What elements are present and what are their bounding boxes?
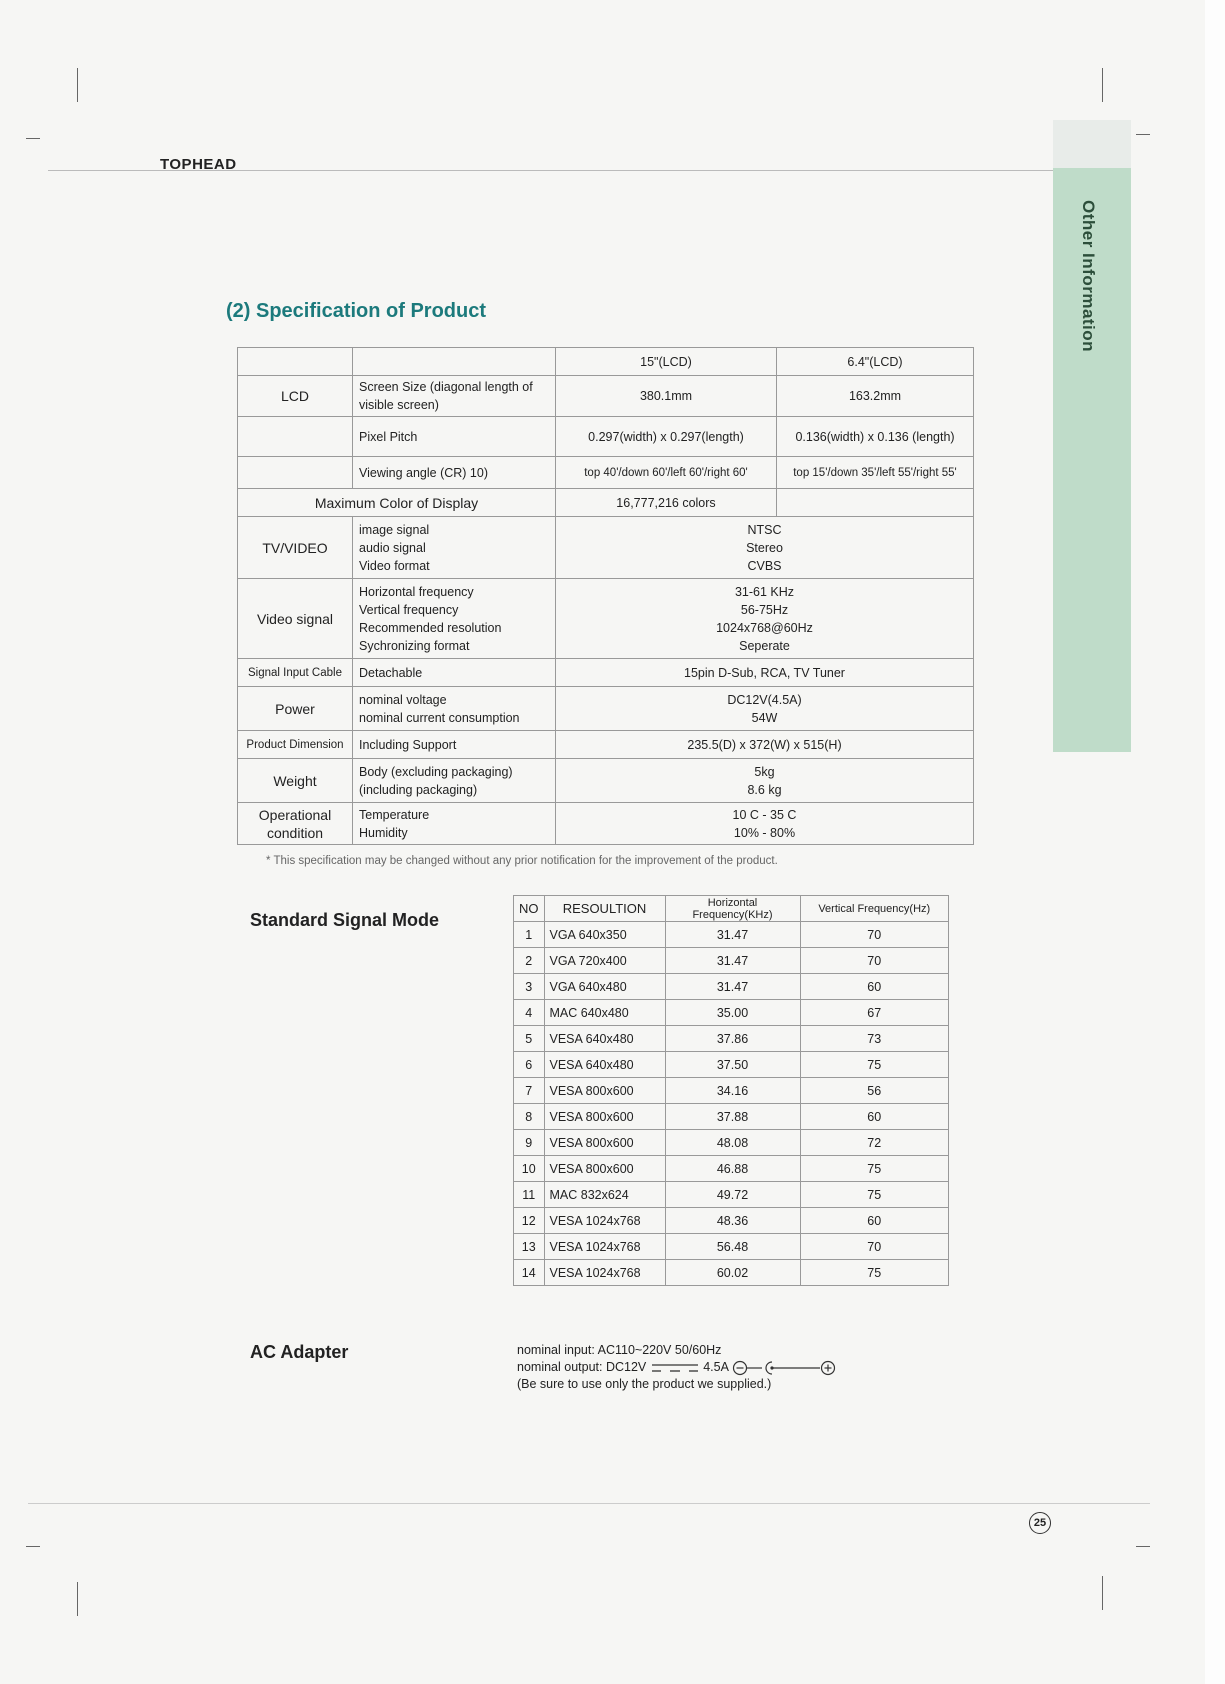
crop-mark bbox=[26, 138, 40, 139]
signal-horizontal: 31.47 bbox=[665, 974, 800, 1000]
signal-no: 14 bbox=[514, 1260, 545, 1286]
spec-value-line: CVBS bbox=[747, 558, 782, 573]
spec-item bbox=[353, 579, 556, 659]
table-row bbox=[514, 922, 949, 948]
spec-col-15: 15"(LCD) bbox=[556, 348, 777, 376]
spec-item-line: Temperature bbox=[359, 807, 430, 822]
signal-table-body bbox=[514, 922, 949, 1286]
spec-item-line: Video format bbox=[359, 558, 430, 573]
signal-vertical: 60 bbox=[800, 1208, 949, 1234]
spec-col-64: 6.4"(LCD) bbox=[777, 348, 974, 376]
spec-item bbox=[353, 687, 556, 731]
signal-horizontal: 37.50 bbox=[665, 1052, 800, 1078]
spec-item-line: nominal voltage bbox=[359, 692, 447, 707]
spec-value bbox=[556, 687, 974, 731]
spec-item-line: Recommended resolution bbox=[359, 620, 502, 635]
table-row bbox=[514, 1234, 949, 1260]
spec-label: LCD bbox=[238, 376, 353, 417]
crop-mark bbox=[77, 1582, 78, 1616]
spec-value: 235.5(D) x 372(W) x 515(H) bbox=[556, 731, 974, 759]
signal-vertical: 72 bbox=[800, 1130, 949, 1156]
spec-value-line: NTSC bbox=[747, 522, 782, 537]
signal-horizontal: 48.08 bbox=[665, 1130, 800, 1156]
ac-note: (Be sure to use only the product we supplied.) bbox=[517, 1377, 772, 1391]
ac-output-prefix: nominal output: DC12V bbox=[517, 1360, 647, 1374]
spec-row-cable bbox=[238, 659, 974, 687]
crop-mark bbox=[1102, 1576, 1103, 1610]
spec-item bbox=[353, 803, 556, 845]
spec-value: 16,777,216 colors bbox=[556, 489, 777, 517]
spec-value-line: 8.6 kg bbox=[747, 782, 782, 797]
signal-horizontal: 49.72 bbox=[665, 1182, 800, 1208]
spec-note: * This specification may be changed without any prior notification for the improvement of the product. bbox=[266, 855, 778, 867]
spec-label: Product Dimension bbox=[238, 731, 353, 759]
signal-header-no: NO bbox=[514, 896, 545, 922]
table-row bbox=[514, 1000, 949, 1026]
spec-cell bbox=[238, 348, 353, 376]
signal-vertical: 73 bbox=[800, 1026, 949, 1052]
spec-value-line: 5kg bbox=[754, 764, 775, 779]
signal-horizontal: 60.02 bbox=[665, 1260, 800, 1286]
spec-row-dimension bbox=[238, 731, 974, 759]
signal-horizontal: 56.48 bbox=[665, 1234, 800, 1260]
signal-no: 11 bbox=[514, 1182, 545, 1208]
signal-no: 1 bbox=[514, 922, 545, 948]
spec-row-video bbox=[238, 579, 974, 659]
crop-mark bbox=[1102, 68, 1103, 102]
signal-resolution: VGA 640x350 bbox=[544, 922, 665, 948]
table-row bbox=[514, 948, 949, 974]
signal-horizontal: 34.16 bbox=[665, 1078, 800, 1104]
spec-value-line: Stereo bbox=[746, 540, 783, 555]
signal-vertical: 70 bbox=[800, 948, 949, 974]
spec-value: 163.2mm bbox=[777, 376, 974, 417]
table-row bbox=[514, 1052, 949, 1078]
signal-header-resolution: RESOULTION bbox=[544, 896, 665, 922]
spec-value: top 40'/down 60'/left 60'/right 60' bbox=[556, 457, 777, 489]
spec-value: 15pin D-Sub, RCA, TV Tuner bbox=[556, 659, 974, 687]
ac-adapter-info bbox=[517, 1342, 838, 1393]
side-tab-label: Other Information bbox=[1079, 200, 1098, 353]
signal-horizontal: 46.88 bbox=[665, 1156, 800, 1182]
signal-resolution: MAC 832x624 bbox=[544, 1182, 665, 1208]
signal-resolution: VESA 800x600 bbox=[544, 1078, 665, 1104]
ac-input: nominal input: AC110~220V 50/60Hz bbox=[517, 1343, 722, 1357]
signal-resolution: VGA 640x480 bbox=[544, 974, 665, 1000]
page-number: 25 bbox=[1029, 1512, 1051, 1534]
signal-no: 10 bbox=[514, 1156, 545, 1182]
signal-no: 12 bbox=[514, 1208, 545, 1234]
spec-item-line: Sychronizing format bbox=[359, 638, 470, 653]
signal-mode-table bbox=[513, 895, 949, 1286]
signal-resolution: VESA 800x600 bbox=[544, 1104, 665, 1130]
signal-no: 8 bbox=[514, 1104, 545, 1130]
dc-symbol-icon bbox=[650, 1362, 700, 1374]
signal-no: 6 bbox=[514, 1052, 545, 1078]
spec-value bbox=[556, 579, 974, 659]
spec-value bbox=[556, 803, 974, 845]
signal-no: 13 bbox=[514, 1234, 545, 1260]
spec-item: Pixel Pitch bbox=[353, 417, 556, 457]
signal-resolution: VGA 720x400 bbox=[544, 948, 665, 974]
spec-item bbox=[353, 759, 556, 803]
signal-resolution: VESA 1024x768 bbox=[544, 1234, 665, 1260]
signal-no: 2 bbox=[514, 948, 545, 974]
spec-row-tv bbox=[238, 517, 974, 579]
signal-resolution: VESA 1024x768 bbox=[544, 1208, 665, 1234]
table-row bbox=[514, 974, 949, 1000]
signal-header-horizontal: Horizontal Frequency(KHz) bbox=[665, 896, 800, 922]
signal-vertical: 70 bbox=[800, 1234, 949, 1260]
signal-horizontal: 35.00 bbox=[665, 1000, 800, 1026]
spec-item: Viewing angle (CR) 10) bbox=[353, 457, 556, 489]
spec-row-pixel bbox=[238, 417, 974, 457]
spec-item-line: Horizontal frequency bbox=[359, 584, 474, 599]
table-row bbox=[514, 1026, 949, 1052]
signal-header-vertical: Vertical Frequency(Hz) bbox=[800, 896, 949, 922]
spec-row-weight bbox=[238, 759, 974, 803]
spec-header-row bbox=[238, 348, 974, 376]
spec-item-line: (including packaging) bbox=[359, 782, 478, 797]
page-edge bbox=[1205, 0, 1225, 1684]
spec-cell bbox=[353, 348, 556, 376]
signal-horizontal: 48.36 bbox=[665, 1208, 800, 1234]
crop-mark bbox=[1136, 1546, 1150, 1547]
ac-output bbox=[517, 1359, 838, 1376]
signal-vertical: 60 bbox=[800, 974, 949, 1000]
table-row bbox=[514, 1182, 949, 1208]
signal-vertical: 75 bbox=[800, 1156, 949, 1182]
spec-row-lcd bbox=[238, 376, 974, 417]
spec-value: top 15'/down 35'/left 55'/right 55' bbox=[777, 457, 974, 489]
signal-vertical: 56 bbox=[800, 1078, 949, 1104]
table-row bbox=[514, 1104, 949, 1130]
crop-mark bbox=[1136, 134, 1150, 135]
signal-no: 7 bbox=[514, 1078, 545, 1104]
ac-output-current: 4.5A bbox=[703, 1360, 729, 1374]
signal-resolution: VESA 800x600 bbox=[544, 1130, 665, 1156]
signal-resolution: VESA 640x480 bbox=[544, 1052, 665, 1078]
spec-label: Maximum Color of Display bbox=[238, 489, 556, 517]
spec-value-line: 1024x768@60Hz bbox=[716, 620, 813, 635]
signal-vertical: 70 bbox=[800, 922, 949, 948]
signal-resolution: VESA 640x480 bbox=[544, 1026, 665, 1052]
spec-value bbox=[556, 517, 974, 579]
spec-label-line: Operational bbox=[258, 806, 332, 823]
spec-item: Screen Size (diagonal length of visible screen) bbox=[353, 376, 556, 417]
spec-label bbox=[238, 803, 353, 845]
section-title: (2) Specification of Product bbox=[226, 300, 487, 322]
spec-row-color bbox=[238, 489, 974, 517]
signal-horizontal: 37.86 bbox=[665, 1026, 800, 1052]
signal-horizontal: 31.47 bbox=[665, 948, 800, 974]
signal-no: 9 bbox=[514, 1130, 545, 1156]
spec-cell bbox=[238, 417, 353, 457]
spec-value-line: 54W bbox=[751, 710, 778, 725]
table-row bbox=[514, 1260, 949, 1286]
spec-label: Video signal bbox=[238, 579, 353, 659]
spec-row-operational bbox=[238, 803, 974, 845]
spec-item-line: Vertical frequency bbox=[359, 602, 459, 617]
crop-mark bbox=[77, 68, 78, 102]
spec-row-viewing bbox=[238, 457, 974, 489]
footer-rule bbox=[28, 1503, 1150, 1504]
spec-item bbox=[353, 517, 556, 579]
signal-vertical: 75 bbox=[800, 1260, 949, 1286]
standard-signal-title: Standard Signal Mode bbox=[250, 910, 440, 930]
spec-item: Including Support bbox=[353, 731, 556, 759]
table-row bbox=[514, 1156, 949, 1182]
signal-no: 3 bbox=[514, 974, 545, 1000]
spec-row-power bbox=[238, 687, 974, 731]
spec-label: Power bbox=[238, 687, 353, 731]
spec-value-line: 10% - 80% bbox=[733, 825, 796, 840]
spec-item-line: audio signal bbox=[359, 540, 426, 555]
spec-value: 0.297(width) x 0.297(length) bbox=[556, 417, 777, 457]
spec-item-line: Body (excluding packaging) bbox=[359, 764, 513, 779]
signal-no: 4 bbox=[514, 1000, 545, 1026]
spec-cell bbox=[777, 489, 974, 517]
signal-header-row bbox=[514, 896, 949, 922]
signal-vertical: 60 bbox=[800, 1104, 949, 1130]
signal-no: 5 bbox=[514, 1026, 545, 1052]
spec-label-line: condition bbox=[266, 824, 324, 841]
spec-value: 380.1mm bbox=[556, 376, 777, 417]
brand-logo: TOPHEAD bbox=[160, 156, 237, 173]
spec-label: TV/VIDEO bbox=[238, 517, 353, 579]
spec-value-line: Seperate bbox=[739, 638, 790, 653]
spec-label: Signal Input Cable bbox=[238, 659, 353, 687]
spec-value-line: DC12V(4.5A) bbox=[727, 692, 802, 707]
signal-vertical: 75 bbox=[800, 1052, 949, 1078]
signal-vertical: 67 bbox=[800, 1000, 949, 1026]
signal-horizontal: 31.47 bbox=[665, 922, 800, 948]
signal-vertical: 75 bbox=[800, 1182, 949, 1208]
spec-cell bbox=[238, 457, 353, 489]
signal-horizontal: 37.88 bbox=[665, 1104, 800, 1130]
spec-item: Detachable bbox=[353, 659, 556, 687]
polarity-icon bbox=[732, 1360, 838, 1376]
spec-label: Weight bbox=[238, 759, 353, 803]
table-row bbox=[514, 1208, 949, 1234]
signal-resolution: MAC 640x480 bbox=[544, 1000, 665, 1026]
spec-value bbox=[556, 759, 974, 803]
spec-value-line: 31-61 KHz bbox=[734, 584, 795, 599]
table-row bbox=[514, 1130, 949, 1156]
signal-resolution: VESA 1024x768 bbox=[544, 1260, 665, 1286]
spec-item-line: Humidity bbox=[359, 825, 408, 840]
spec-item-line: nominal current consumption bbox=[359, 710, 520, 725]
ac-adapter-title: AC Adapter bbox=[250, 1342, 349, 1362]
table-row bbox=[514, 1078, 949, 1104]
spec-item-line: image signal bbox=[359, 522, 430, 537]
spec-value: 0.136(width) x 0.136 (length) bbox=[777, 417, 974, 457]
spec-value-line: 10 C - 35 C bbox=[732, 807, 797, 822]
crop-mark bbox=[26, 1546, 40, 1547]
side-tab-top bbox=[1053, 120, 1131, 168]
spec-table bbox=[237, 347, 974, 845]
spec-value-line: 56-75Hz bbox=[740, 602, 789, 617]
signal-resolution: VESA 800x600 bbox=[544, 1156, 665, 1182]
